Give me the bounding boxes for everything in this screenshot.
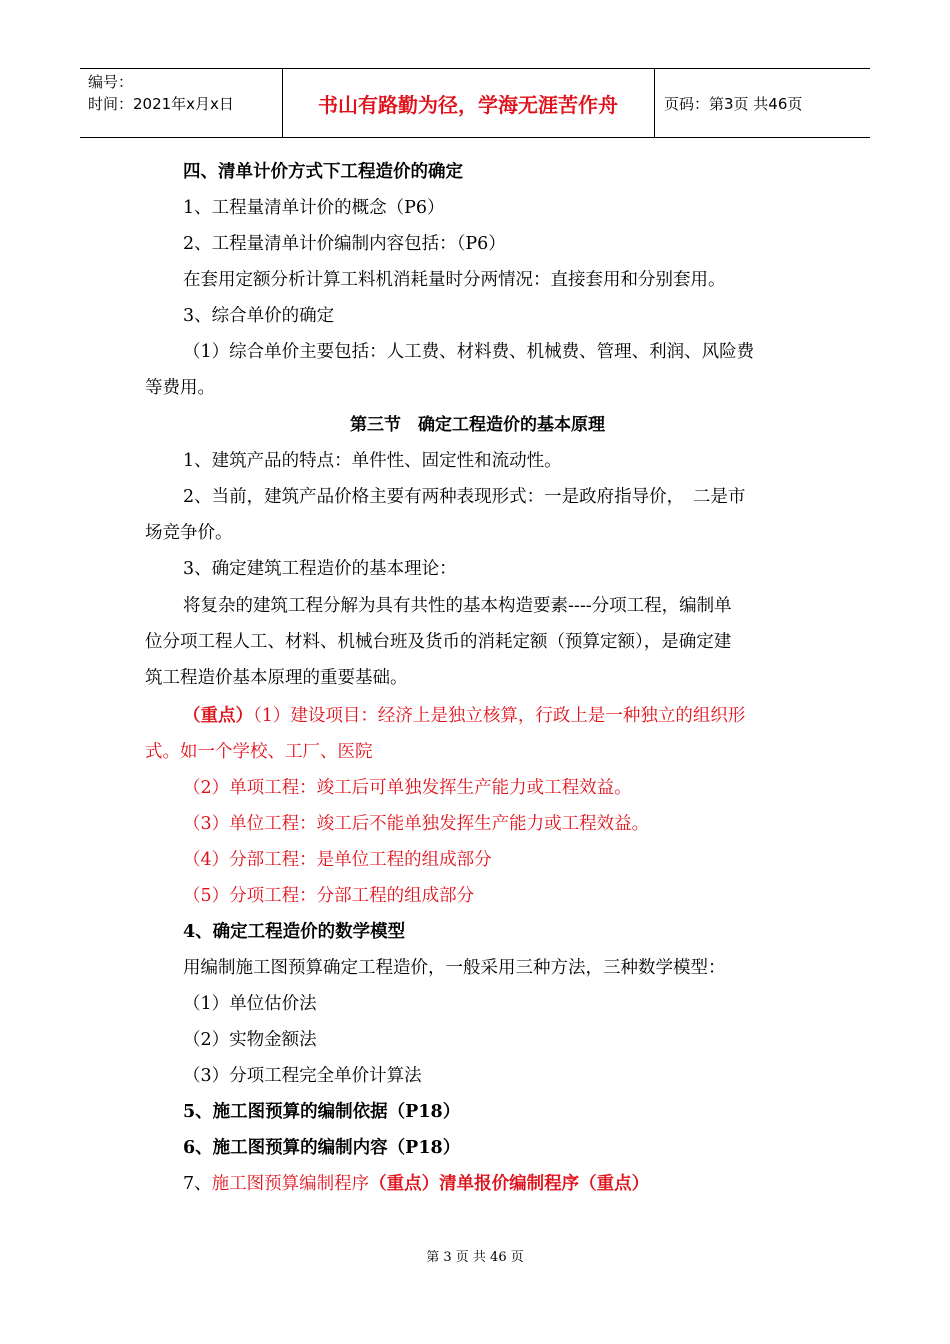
key-point-text: （1）建设项目：经济上是独立核算，行政上是一种独立的组织形 [253, 706, 746, 726]
page-footer: 第 3 页 共 46 页 [426, 1250, 524, 1265]
number-label: 编号： [88, 73, 134, 91]
time-label: 时间：2021年x月x日 [88, 95, 234, 113]
paragraph-line: 位分项工程人工、材料、机械台班及货币的消耗定额（预算定额），是确定建 [145, 632, 732, 652]
paragraph-line: 等费用。 [145, 378, 215, 398]
key-point-line: 式。如一个学校、工厂、医院 [145, 742, 373, 762]
paragraph-line: 1、建筑产品的特点：单件性、固定性和流动性。 [183, 451, 562, 471]
header-divider [654, 69, 655, 137]
paragraph-line: 2、工程量清单计价编制内容包括：（P6） [183, 234, 506, 254]
paragraph-line: （1）综合单价主要包括：人工费、材料费、机械费、管理、利润、风险费 [183, 342, 755, 362]
item-number: 7、 [183, 1174, 212, 1194]
paragraph-line: 2、当前，建筑产品价格主要有两种表现形式：一是政府指导价， 二是市 [183, 487, 746, 507]
paragraph-line: 用编制施工图预算确定工程造价，一般采用三种方法，三种数学模型： [183, 958, 726, 978]
page-header [80, 68, 870, 138]
key-point-line: （4）分部工程：是单位工程的组成部分 [183, 850, 492, 870]
header-page-info: 页码：第3页 共46页 [664, 95, 803, 113]
key-point-line: （3）单位工程：竣工后不能单独发挥生产能力或工程效益。 [183, 814, 650, 834]
paragraph-line: 3、确定建筑工程造价的基本理论： [183, 559, 457, 579]
key-point-text: 施工图预算编制程序 [211, 1174, 370, 1194]
paragraph-line: 在套用定额分析计算工料机消耗量时分两情况：直接套用和分别套用。 [183, 270, 726, 290]
paragraph-line: （3）分项工程完全单价计算法 [183, 1066, 422, 1086]
paragraph-line: 1、工程量清单计价的概念（P6） [183, 198, 445, 218]
key-point-tag: （重点） [183, 706, 253, 726]
header-meta [88, 71, 234, 115]
key-point-line: （2）单项工程：竣工后可单独发挥生产能力或工程效益。 [183, 778, 632, 798]
paragraph-line: 3、综合单价的确定 [183, 306, 335, 326]
section-heading: 四、清单计价方式下工程造价的确定 [183, 162, 463, 182]
paragraph-line: （1）单位估价法 [183, 994, 317, 1014]
paragraph-line: （2）实物金额法 [183, 1030, 317, 1050]
paragraph-line: 场竞争价。 [145, 523, 233, 543]
section-heading: 6、施工图预算的编制内容（P18） [183, 1138, 461, 1158]
section-heading: 4、确定工程造价的数学模型 [183, 922, 406, 942]
paragraph-line: 筑工程造价基本原理的重要基础。 [145, 668, 408, 688]
section-heading: 5、施工图预算的编制依据（P18） [183, 1102, 461, 1122]
key-point-text: （重点）清单报价编制程序（重点） [369, 1174, 650, 1194]
header-motto: 书山有路勤为径，学海无涯苦作舟 [318, 92, 618, 117]
key-point-line: （5）分项工程：分部工程的组成部分 [183, 886, 475, 906]
section-title: 第三节 确定工程造价的基本原理 [350, 415, 605, 435]
paragraph-line: 将复杂的建筑工程分解为具有共性的基本构造要素----分项工程，编制单 [183, 596, 732, 616]
key-point-line [183, 704, 745, 728]
section-heading [183, 1172, 649, 1196]
